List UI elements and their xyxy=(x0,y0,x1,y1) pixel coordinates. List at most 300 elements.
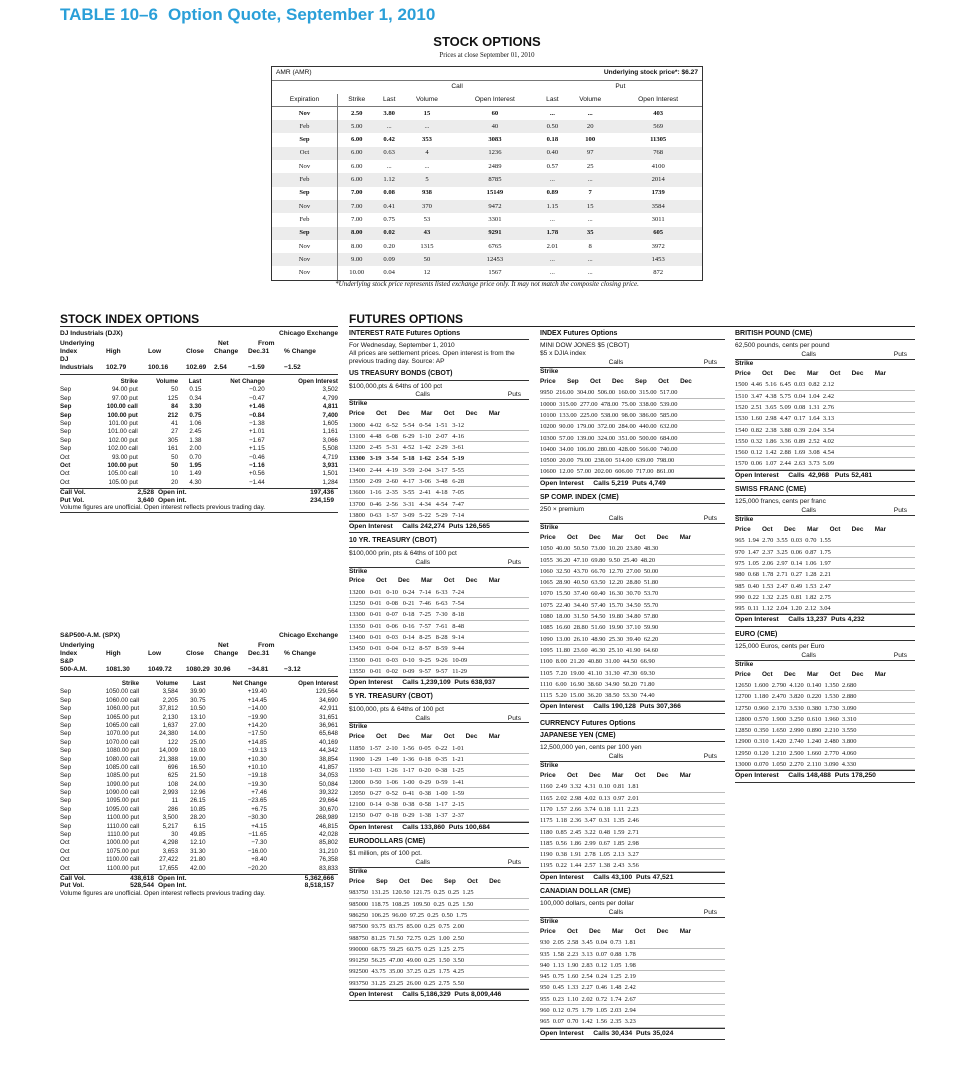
table-cell: 0.57 xyxy=(539,160,566,173)
table-cell: 15 xyxy=(566,200,614,213)
table-cell: 1,284 xyxy=(322,478,338,486)
gbp-title: BRITISH POUND (CME) xyxy=(735,330,915,340)
price-columns: Price Oct Dec Mar Oct Dec Mar xyxy=(540,772,692,780)
spx-block xyxy=(60,632,338,898)
table-cell: +6.75 xyxy=(251,805,267,813)
index-col-header: Net Change xyxy=(232,680,267,687)
open-interest: Open Interest Calls 1,239,109 Puts 638,937 xyxy=(349,677,529,689)
table-row xyxy=(272,120,702,133)
table-cell: −19.90 xyxy=(247,713,267,721)
table-cell: −19.18 xyxy=(247,772,267,780)
summary-value: 500-A.M. xyxy=(60,665,88,673)
spx-name: S&P500-A.M. (SPX) xyxy=(60,632,121,639)
table-row: 12850 0.350 1.650 2.990 0.890 2.210 3.550 xyxy=(735,725,915,736)
table-cell: +8.40 xyxy=(251,856,267,864)
table-row: 1115 5.20 15.00 36.20 38.50 53.30 74.40 xyxy=(540,690,725,701)
table-row: 1500 4.46 5.16 6.45 0.03 0.82 2.12 xyxy=(735,379,915,390)
table-cell: Oct xyxy=(60,453,70,461)
table-cell: 1000.00 put xyxy=(106,839,140,847)
table-row: 975 1.05 2.06 2.97 0.14 1.06 1.97 xyxy=(735,558,915,569)
table-row: 11850 1-57 2-10 1-56 0-05 0-22 1-01 xyxy=(349,743,529,754)
table-cell: −1.67 xyxy=(248,436,265,444)
table-cell: 12.96 xyxy=(190,789,206,797)
table-row: 990000 68.75 59.25 60.75 0.25 1.25 2.75 xyxy=(349,944,529,955)
table-row: 986250 106.25 96.00 97.25 0.25 0.50 1.75 xyxy=(349,910,529,921)
table-row xyxy=(60,839,338,847)
table-cell: −1.38 xyxy=(248,419,265,427)
volume-value: Put Vol. xyxy=(60,882,85,890)
table-cell: 1050.00 call xyxy=(105,688,140,696)
table-cell: 1095.00 put xyxy=(106,797,140,805)
low-label: Low xyxy=(148,347,162,355)
table-cell: 5 xyxy=(403,173,451,186)
table-cell: 29,664 xyxy=(319,797,338,805)
table-cell: 41 xyxy=(171,419,179,427)
index-col-header: Last xyxy=(192,680,206,687)
table-row: 1190 0.38 1.91 2.78 1.05 2.13 3.27 xyxy=(540,849,725,860)
table-cell: 42,911 xyxy=(319,705,338,713)
table-cell: 50 xyxy=(171,453,179,461)
table-cell: 2,205 xyxy=(162,696,179,704)
table-cell: 34,690 xyxy=(319,696,338,704)
table-cell: 3083 xyxy=(451,133,539,146)
table-cell: 2.01 xyxy=(539,240,566,253)
table-cell: 100.00 call xyxy=(106,403,138,411)
strike-label: Strike xyxy=(540,918,559,926)
puts-label: Puts xyxy=(703,359,717,367)
table-cell: 30.75 xyxy=(190,696,206,704)
table-caption: Option Quote, September 1, 2010 xyxy=(167,5,436,24)
table-row xyxy=(60,428,338,436)
table-row: 12650 1.600 2.790 4.120 0.140 1.350 2.680 xyxy=(735,680,915,691)
table-cell: 0.50 xyxy=(539,120,566,133)
index-col-header: Strike xyxy=(121,680,140,687)
volume-value: 438,618 xyxy=(130,874,154,882)
table-row: 12100 0-14 0-38 0-38 0-58 1-17 2-15 xyxy=(349,799,529,810)
table-cell: 8785 xyxy=(451,173,539,186)
table-cell: 0.08 xyxy=(376,187,403,200)
cad-title: CANADIAN DOLLAR (CME) xyxy=(540,888,725,898)
close-label: Close xyxy=(186,649,204,657)
table-cell: 1.78 xyxy=(539,227,566,240)
table-cell: 129,564 xyxy=(315,688,338,696)
price-columns: Price Oct Dec Mar Oct Dec Mar xyxy=(540,928,692,935)
table-cell: ... xyxy=(376,160,403,173)
table-row xyxy=(60,705,338,713)
table-cell: 1,161 xyxy=(322,428,338,436)
table-cell: 76,358 xyxy=(319,856,338,864)
table-cell: 105.00 put xyxy=(108,478,138,486)
table-cell: ... xyxy=(566,213,614,226)
table-cell: Oct xyxy=(60,847,70,855)
index-sub1: MINI DOW JONES $5 (CBOT) xyxy=(540,342,630,350)
table-row: 1165 2.02 2.98 4.02 0.13 0.97 2.01 xyxy=(540,793,725,804)
table-cell: 3.30 xyxy=(189,403,202,411)
table-cell: −1.16 xyxy=(248,461,265,469)
table-row: 13200 2-45 5-31 4-52 1-42 2-29 3-61 xyxy=(349,442,529,453)
table-row xyxy=(60,814,338,822)
table-row xyxy=(60,738,338,746)
calls-label: Calls xyxy=(801,507,816,515)
table-cell: 2,993 xyxy=(162,789,179,797)
us_bonds-title: US TREASURY BONDS (CBOT) xyxy=(349,370,529,380)
table-cell: +1.15 xyxy=(248,445,265,453)
table-cell: 17,655 xyxy=(159,864,179,872)
puts-label: Puts xyxy=(507,859,521,867)
table-row xyxy=(60,730,338,738)
table-cell: 97 xyxy=(566,147,614,160)
open-interest: Open Interest Calls 42,968 Puts 52,481 xyxy=(735,470,915,482)
price-columns: Price Oct Dec Mar Oct Dec Mar xyxy=(735,670,887,678)
index-col-header: Net Change xyxy=(230,378,265,385)
open-interest: Open Interest Calls 5,186,329 Puts 8,009,446 xyxy=(349,989,529,1001)
table-cell: 9.00 xyxy=(337,253,375,266)
table-cell: Oct xyxy=(60,856,70,864)
table-row: 10500 20.00 79.00 238.00 514.00 639.00 798.00 xyxy=(540,455,725,466)
table-cell: 8.00 xyxy=(337,227,375,240)
column-header: Strike xyxy=(348,96,366,104)
table-row: 12950 0.120 1.210 2.500 1.660 2.770 4.060 xyxy=(735,748,915,759)
table-row xyxy=(272,266,702,279)
dj-label: DJ xyxy=(60,355,69,363)
table-row: 1050 40.00 50.50 73.00 10.20 23.80 48.30 xyxy=(540,543,725,554)
table-cell: Sep xyxy=(60,814,72,822)
table-cell: Sep xyxy=(60,386,72,394)
table-cell: 1090.00 call xyxy=(105,789,140,797)
calls-puts-header xyxy=(735,351,915,360)
table-row xyxy=(272,173,702,186)
table-row: 13250 0-01 0-08 0-21 7-46 6-63 7-54 xyxy=(349,598,529,609)
high-label: High xyxy=(106,347,121,355)
table-row: 12800 0.570 1.900 3.250 0.610 1.960 3.310 xyxy=(735,714,915,725)
table-cell: Sep xyxy=(60,696,72,704)
table-cell: 5.00 xyxy=(337,120,375,133)
strike-label: Strike xyxy=(349,723,368,731)
table-row: 1570 0.06 1.07 2.44 2.63 3.73 5.09 xyxy=(735,458,915,469)
strike-label: Strike xyxy=(540,368,559,376)
calls-label: Calls xyxy=(415,391,430,399)
futures-col-1 xyxy=(349,330,529,1001)
open-interest: Open Interest Calls 43,100 Puts 47,521 xyxy=(540,872,725,884)
table-row: 955 0.23 1.10 2.02 0.72 1.74 2.67 xyxy=(540,994,725,1005)
table-cell: 21.80 xyxy=(190,856,206,864)
table-cell: 212 xyxy=(167,411,179,419)
dec31-label: Dec.31 xyxy=(248,649,270,657)
table-cell: 1,501 xyxy=(322,470,338,478)
calls-label: Calls xyxy=(801,351,816,359)
table-cell: ... xyxy=(403,120,451,133)
table-cell: ... xyxy=(566,253,614,266)
table-cell: 11 xyxy=(171,797,179,805)
volume-value: Put Vol. xyxy=(60,496,85,504)
open-interest: Open Interest Calls 5,219 Puts 4,749 xyxy=(540,478,725,490)
open-interest: Open Interest Calls 133,860 Puts 100,684 xyxy=(349,822,529,834)
calls-label: Calls xyxy=(415,859,430,867)
table-row: 13200 0-01 0-10 0-24 7-14 6-33 7-24 xyxy=(349,587,529,598)
table-row xyxy=(60,772,338,780)
table-cell: ... xyxy=(539,253,566,266)
table-cell: 100.00 put xyxy=(107,461,138,469)
table-cell: 40,169 xyxy=(319,738,338,746)
table-cell: 39,322 xyxy=(319,789,338,797)
interest-rate-title: INTEREST RATE Futures Options xyxy=(349,330,529,340)
djx-note: Volume figures are unofficial. Open interest reflects previous trading day. xyxy=(60,504,338,513)
table-row: 11950 1-03 1-26 1-17 0-20 0-38 1-25 xyxy=(349,765,529,776)
interest-rate-date: For Wednesday, September 1, 2010 xyxy=(349,342,455,350)
table-cell: Sep xyxy=(60,411,72,419)
table-row: 965 0.07 0.70 1.42 1.56 2.35 3.23 xyxy=(540,1016,725,1027)
table-row: 930 2.05 2.58 3.45 0.04 0.73 1.81 xyxy=(540,937,725,948)
table-row: 13100 4-48 6-08 6-29 1-10 2-07 4-16 xyxy=(349,431,529,442)
table-cell: 2014 xyxy=(614,173,702,186)
table-row: 11900 1-29 1-49 1-36 0-18 0-35 1-21 xyxy=(349,754,529,765)
table-cell: Oct xyxy=(60,839,70,847)
table-cell: 21,388 xyxy=(159,755,179,763)
table-cell: 100 xyxy=(566,133,614,146)
table-cell: 0.41 xyxy=(376,200,403,213)
table-row: 1105 7.20 19.00 41.10 31.30 47.30 69.30 xyxy=(540,668,725,679)
table-cell: 60 xyxy=(451,107,539,120)
index-col-header: Volume xyxy=(156,680,179,687)
table-cell: 696 xyxy=(167,763,179,771)
table-row: 1095 11.80 23.60 46.30 25.10 41.90 64.60 xyxy=(540,645,725,656)
table-row: 1100 8.00 21.20 40.80 31.00 44.50 66.90 xyxy=(540,656,725,667)
table-cell: Sep xyxy=(60,705,72,713)
table-cell: Sep xyxy=(60,688,72,696)
puts-label: Puts xyxy=(507,391,521,399)
ten_yr-unit: $100,000 prin, pts & 64ths of 100 pct xyxy=(349,549,457,557)
djx-name: DJ Industrials (DJX) xyxy=(60,330,123,337)
volume-value: 5,362,666 xyxy=(304,874,334,882)
table-cell: 1075.00 put xyxy=(106,847,140,855)
table-cell: 1.95 xyxy=(189,461,202,469)
table-cell: 3,500 xyxy=(162,814,179,822)
table-cell: 85,802 xyxy=(319,839,338,847)
table-cell: 353 xyxy=(403,133,451,146)
calls-puts-header xyxy=(349,715,529,724)
table-cell: 36,961 xyxy=(319,721,338,729)
volume-value: Open Int. xyxy=(158,874,187,882)
table-cell: 1095.00 call xyxy=(105,805,140,813)
table-cell: 13.10 xyxy=(190,713,206,721)
calls-puts-header xyxy=(735,507,915,516)
table-cell: 3.80 xyxy=(376,107,403,120)
table-cell: Sep xyxy=(60,763,72,771)
table-cell: 1085.00 put xyxy=(106,772,140,780)
table-cell: Feb xyxy=(272,120,337,133)
table-cell: 1060.00 call xyxy=(105,696,140,704)
table-cell: 938 xyxy=(403,187,451,200)
table-row xyxy=(60,822,338,830)
table-cell: 0.63 xyxy=(376,147,403,160)
table-cell: Nov xyxy=(272,266,337,279)
table-row xyxy=(60,411,338,419)
from-label: From xyxy=(258,641,275,649)
puts-label: Puts xyxy=(703,753,717,761)
table-cell: 0.18 xyxy=(539,133,566,146)
table-cell: Oct xyxy=(60,478,70,486)
index-label: Index xyxy=(60,347,78,355)
table-cell: 10 xyxy=(171,470,179,478)
table-row xyxy=(272,253,702,266)
table-row xyxy=(60,847,338,855)
cad-unit: 100,000 dollars, cents per dollar xyxy=(540,900,634,908)
table-cell: 4.30 xyxy=(189,478,202,486)
table-row: 13500 0-01 0-03 0-10 9-25 9-26 10-09 xyxy=(349,655,529,666)
table-cell: 0.20 xyxy=(376,240,403,253)
table-cell: 125 xyxy=(167,394,179,402)
volume-value: 8,518,157 xyxy=(304,882,334,890)
table-cell: 94.00 put xyxy=(111,386,138,394)
chf-title: SWISS FRANC (CME) xyxy=(735,486,915,496)
column-header: Open Interest xyxy=(638,96,679,104)
table-row: 10600 12.00 57.00 202.00 606.00 717.00 861.00 xyxy=(540,466,725,477)
table-row: 935 1.58 2.23 3.13 0.07 0.88 1.78 xyxy=(540,949,725,960)
table-cell: 14,009 xyxy=(159,747,179,755)
table-cell: 1100.00 put xyxy=(106,864,140,872)
table-cell: Sep xyxy=(60,713,72,721)
puts-label: Puts xyxy=(893,651,907,659)
table-row: 1550 0.32 1.86 3.36 0.89 2.52 4.02 xyxy=(735,436,915,447)
table-cell: −0.84 xyxy=(248,411,265,419)
table-cell: 0.15 xyxy=(189,386,202,394)
table-cell: 1080.00 put xyxy=(106,747,140,755)
index-header-row xyxy=(60,378,338,386)
puts-label: Puts xyxy=(507,558,521,566)
table-cell: 42.00 xyxy=(190,864,206,872)
calls-label: Calls xyxy=(608,909,624,917)
table-row xyxy=(60,763,338,771)
table-row: 13000 4-02 6-52 5-54 0-54 1-51 3-12 xyxy=(349,420,529,431)
table-cell: 102.00 call xyxy=(107,445,138,453)
table-cell: Feb xyxy=(272,213,337,226)
table-cell: 7,400 xyxy=(322,411,338,419)
table-row xyxy=(272,133,702,146)
table-cell: 286 xyxy=(167,805,179,813)
table-cell: 11305 xyxy=(614,133,702,146)
calls-puts-header xyxy=(540,359,725,368)
table-cell: 25 xyxy=(566,160,614,173)
index-label: Index xyxy=(60,649,78,657)
table-row: 1180 0.85 2.45 3.22 0.48 1.59 2.71 xyxy=(540,827,725,838)
summary-value: 2.54 xyxy=(214,363,227,371)
volume-value: Call Vol. xyxy=(60,874,86,882)
table-cell: Sep xyxy=(60,419,72,427)
currency-title: CURRENCY Futures Options xyxy=(540,720,725,730)
table-cell: 3011 xyxy=(614,213,702,226)
table-row: 13550 0-01 0-02 0-09 9-57 9-57 11-29 xyxy=(349,666,529,677)
stock-index-heading: STOCK INDEX OPTIONS xyxy=(60,312,338,327)
table-cell: 6.15 xyxy=(193,822,206,830)
table-cell: 1110.00 call xyxy=(106,822,140,830)
table-row: 992500 43.75 35.00 37.25 0.25 1.75 4.25 xyxy=(349,966,529,977)
djx-exchange: Chicago Exchange xyxy=(279,330,338,337)
summary-value: 30.96 xyxy=(214,665,231,673)
yen-unit: 12,500,000 yen, cents per 100 yen xyxy=(540,744,642,752)
column-header: Open Interest xyxy=(474,96,515,104)
index-col-header: Last xyxy=(188,378,202,385)
table-row xyxy=(60,747,338,755)
table-cell: 3,502 xyxy=(322,386,338,394)
table-row: 985000 118.75 108.25 109.50 0.25 0.25 1.50 xyxy=(349,899,529,910)
table-cell: Oct xyxy=(60,864,70,872)
table-cell: 44,342 xyxy=(319,747,338,755)
change-label: Change xyxy=(214,649,239,657)
table-row: 1070 15.50 37.40 60.40 16.30 30.70 53.70 xyxy=(540,588,725,599)
table-row xyxy=(60,453,338,461)
table-cell: 1080.00 call xyxy=(105,755,140,763)
calls-label: Calls xyxy=(608,753,624,761)
table-cell: 8.00 xyxy=(337,240,375,253)
pct-change-label: % Change xyxy=(284,649,316,657)
strike-label: Strike xyxy=(349,567,368,575)
table-cell: 31.30 xyxy=(190,847,206,855)
table-cell: 10.85 xyxy=(190,805,206,813)
puts-label: Puts xyxy=(703,909,717,917)
table-cell: 7.00 xyxy=(337,187,375,200)
table-cell: +4.15 xyxy=(251,822,267,830)
table-number: TABLE 10–6 xyxy=(60,5,158,24)
table-cell: 1315 xyxy=(403,240,451,253)
summary-value: Industrials xyxy=(60,363,94,371)
table-row: 13400 2-44 4-19 3-59 2-04 3-17 5-55 xyxy=(349,465,529,476)
table-cell: 97.00 put xyxy=(111,394,138,402)
table-cell: 38,854 xyxy=(319,755,338,763)
table-cell: 4,298 xyxy=(162,839,179,847)
table-cell: −16.00 xyxy=(247,847,267,855)
table-row: 1065 28.90 40.50 63.50 12.20 28.80 51.80 xyxy=(540,577,725,588)
table-cell: 49.85 xyxy=(190,831,206,839)
summary-value: −34.81 xyxy=(248,665,269,673)
column-header: Expiration xyxy=(272,94,337,107)
table-title xyxy=(60,5,445,25)
table-row: 13000 0.070 1.050 2.270 2.110 3.090 4.330 xyxy=(735,759,915,770)
column-header: Volume xyxy=(579,96,602,104)
table-cell: −0.20 xyxy=(248,386,265,394)
table-cell: −0.46 xyxy=(248,453,265,461)
index-sub2: $5 x DJIA index xyxy=(540,350,586,358)
table-cell: +1.46 xyxy=(248,403,265,411)
spx-note: Volume figures are unofficial. Open interest reflects previous trading day. xyxy=(60,890,266,898)
table-cell: 1567 xyxy=(451,266,539,279)
table-cell: ... xyxy=(539,173,566,186)
calls-label: Calls xyxy=(415,714,430,722)
table-cell: +1.01 xyxy=(248,428,265,436)
table-row: 12000 0-50 1-06 1-00 0-29 0-59 1-41 xyxy=(349,777,529,788)
table-row xyxy=(60,831,338,839)
volume-value: 197,436 xyxy=(310,488,334,496)
change-label: Change xyxy=(214,347,239,355)
table-cell: 1.49 xyxy=(189,470,202,478)
table-cell: Sep xyxy=(272,133,337,146)
table-cell: 9472 xyxy=(451,200,539,213)
eur-title: EURO (CME) xyxy=(735,631,915,641)
table-cell: 1.06 xyxy=(189,419,202,427)
table-row xyxy=(272,187,702,200)
calls-puts-header xyxy=(540,909,725,918)
table-cell: 12453 xyxy=(451,253,539,266)
open-interest: Open Interest Calls 30,434 Puts 35,024 xyxy=(540,1028,725,1040)
volume-value: 528,544 xyxy=(130,882,154,890)
table-cell: −20.20 xyxy=(247,864,267,872)
table-cell: 19.00 xyxy=(190,755,206,763)
strike-label: Strike xyxy=(735,660,754,668)
table-row xyxy=(60,696,338,704)
table-cell: Nov xyxy=(272,160,337,173)
table-cell: Feb xyxy=(272,173,337,186)
stock-options-heading: STOCK OPTIONS xyxy=(433,34,541,49)
table-cell: 1236 xyxy=(451,147,539,160)
